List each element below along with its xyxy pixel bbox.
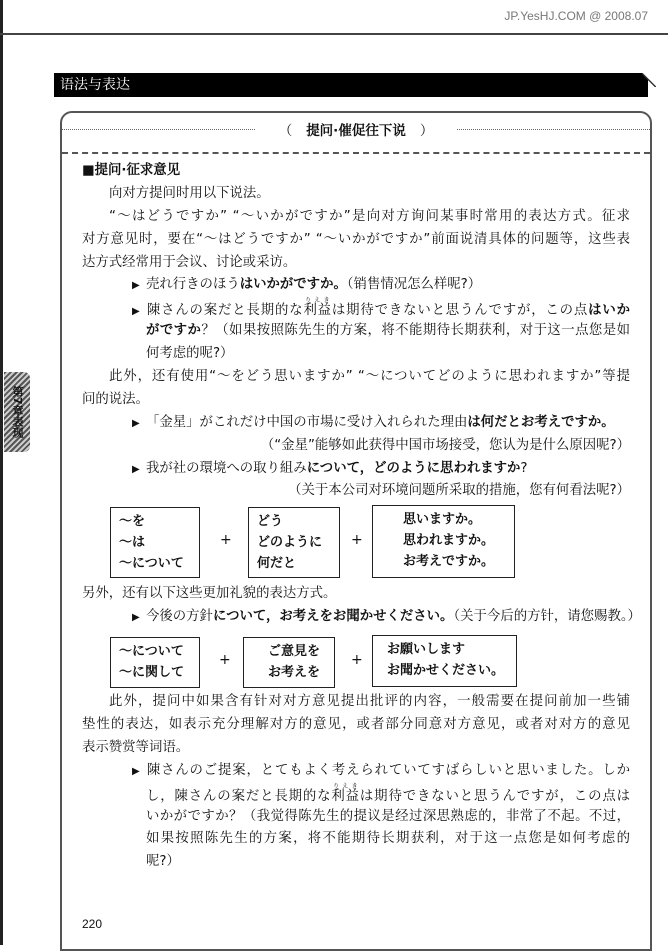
banner-fold-corner xyxy=(642,73,656,87)
box-title-row xyxy=(62,118,650,140)
pattern-cell: 思われますか。 xyxy=(403,533,495,548)
ruby-word: 利益りえき xyxy=(303,297,332,319)
text-segment: 对方意见时，要在“～はどうですか” “～いかがですか”前面说清具体的问题等，这些表 xyxy=(82,231,630,247)
text-segment: （关于今后的方针，请您赐教。） xyxy=(453,609,641,625)
title-divider xyxy=(62,152,650,154)
pattern-cell: 思いますか。 xyxy=(403,512,482,527)
box-title-text: 提问·催促往下说 xyxy=(306,123,406,139)
bold-expression: について，どのように思われますか xyxy=(306,460,521,476)
text-segment: ■提问·征求意见 xyxy=(82,163,181,178)
example-line xyxy=(82,297,630,320)
pattern1-box-verb xyxy=(372,505,515,578)
scan-edge xyxy=(0,0,3,945)
pattern-cell: お考えを xyxy=(268,665,321,680)
plus-sign: + xyxy=(219,652,231,668)
text-line xyxy=(82,783,630,806)
text-line xyxy=(82,737,630,760)
text-segment: （“金星”能够如此获得中国市场接受，您认为是什么原因呢?） xyxy=(260,437,630,453)
text-segment: ? xyxy=(520,460,528,476)
text-line xyxy=(82,851,630,874)
watermark: JP.YesHJ.COM @ 2008.07 xyxy=(504,9,648,23)
text-segment: （关于本公司对环境问题所采取的措施，您有何看法呢?） xyxy=(288,483,630,499)
text-line xyxy=(82,480,630,503)
text-segment: は期待できないと思うんですが，この点 xyxy=(331,303,589,319)
text-segment: “～はどうですか” “～いかがですか”是向对方询问某事时常用的表达方式。征求 xyxy=(109,208,630,224)
text-segment: 呢?） xyxy=(146,854,180,870)
pattern-cell: ～について xyxy=(119,644,184,659)
text-segment: 売れ行きのほう xyxy=(146,277,240,293)
text-line xyxy=(82,828,630,851)
text-line xyxy=(82,714,630,737)
text-segment: 问的说法。 xyxy=(82,391,149,407)
text-segment: 达方式经常用于会议、讨论或采访。 xyxy=(82,254,297,270)
text-line xyxy=(82,320,630,343)
text-segment: は期待できないと思うんですが，この点は xyxy=(359,788,631,804)
text-segment: 另外，还有以下这些更加礼貌的表达方式。 xyxy=(82,586,337,602)
example-line xyxy=(82,412,630,435)
bold-expression: について，お考えをお聞かせください。 xyxy=(212,609,454,625)
text-line xyxy=(82,206,630,229)
text-line xyxy=(82,389,630,412)
header-rule xyxy=(0,33,668,35)
pattern1-box-adverb xyxy=(248,507,340,578)
ruby-word: 利益りえき xyxy=(331,782,360,804)
pattern-cell: ～について xyxy=(119,556,184,571)
pattern-cell: ～に関して xyxy=(119,665,185,680)
text-segment: 今後の方針 xyxy=(146,609,213,625)
example-line xyxy=(82,274,630,297)
pattern2-box-particle xyxy=(110,637,200,688)
text-line xyxy=(82,343,630,366)
pattern-cell: お聞かせください。 xyxy=(387,663,505,678)
pattern-cell: ～を xyxy=(119,514,146,529)
text-segment: 垫性的表达，如表示充分理解对方的意见，或者部分同意对方意见，或者对对方的意见 xyxy=(82,717,630,733)
bullet-icon: ▶ xyxy=(132,463,140,475)
bullet-icon: ▶ xyxy=(132,765,140,777)
pattern2-box-verb xyxy=(372,635,517,687)
bold-expression: はいかがですか。 xyxy=(239,277,347,293)
text-segment: 向对方提问时用以下说法。 xyxy=(109,185,270,201)
pattern-cell: ご意見を xyxy=(268,644,321,659)
text-line xyxy=(82,252,630,275)
text-segment: いかがですか？（我觉得陈先生的提议是经过深思熟虑的，非常了不起。不过， xyxy=(146,808,630,824)
text-segment: 我が社の環境への取り組み xyxy=(146,460,307,476)
pattern-cell: お考えですか。 xyxy=(403,554,495,569)
text-line xyxy=(82,583,630,606)
pattern1-box-particle xyxy=(110,507,200,578)
text-segment: ？（如果按照陈先生的方案，将不能期待长期获利，对于这一点您是如 xyxy=(201,323,631,339)
pattern-cell: お願いします xyxy=(387,642,466,657)
text-line xyxy=(82,229,630,252)
pattern-cell: 何だと xyxy=(257,556,297,571)
text-line xyxy=(82,183,630,206)
chapter-side-tab: 第7章表现 xyxy=(4,372,30,452)
bullet-icon: ▶ xyxy=(132,612,140,624)
plus-sign: + xyxy=(351,652,363,668)
pattern-cell: どのように xyxy=(257,535,323,550)
text-segment: 表示赞赏等词语。 xyxy=(82,739,190,755)
title-paren-open: （ xyxy=(278,123,293,139)
plus-sign: + xyxy=(220,532,232,548)
text-segment: （销售情况怎么样呢?） xyxy=(346,277,482,293)
text-segment: 此外，还有使用“～をどう思いますか” “～についてどのように思われますか”等提 xyxy=(109,369,630,385)
bullet-icon: ▶ xyxy=(132,306,140,318)
example-line xyxy=(82,458,630,481)
bold-expression: はいか xyxy=(588,303,631,319)
bullet-icon: ▶ xyxy=(132,280,140,292)
text-line xyxy=(82,691,630,714)
bold-expression: は何だとお考えですか。 xyxy=(467,414,615,430)
text-segment: 何考虑的呢?） xyxy=(146,346,234,362)
bold-expression: がですか xyxy=(146,323,202,339)
section-banner: 语法与表达 xyxy=(54,73,648,97)
pattern-cell: どう xyxy=(257,514,284,529)
pattern-cell: ～は xyxy=(119,535,146,550)
text-segment: 如果按照陈先生的方案，将不能期待长期获利，对于这一点您是如何考虑的 xyxy=(146,831,630,847)
example-line xyxy=(82,760,630,783)
text-line xyxy=(82,806,630,829)
pattern2-box-object xyxy=(243,637,335,688)
title-dots-right xyxy=(457,129,650,130)
text-line xyxy=(82,435,630,458)
text-segment: 此外，提问中如果含有针对对方意见提出批评的内容，一般需要在提问前加一些铺 xyxy=(109,694,630,710)
text-segment: 陳さんのご提案，とてもよく考えられていてすばらしいと思いました。しか xyxy=(146,762,630,778)
text-segment: し，陳さんの案だと長期的な xyxy=(146,788,332,804)
title-paren-close: ） xyxy=(419,123,434,139)
text-segment: 「金星」がこれだけ中国の市場に受け入れられた理由 xyxy=(146,414,468,430)
text-line xyxy=(82,366,630,389)
example-line xyxy=(82,606,641,629)
title-dots-left xyxy=(62,129,255,130)
box-title xyxy=(255,119,458,139)
page-number: 220 xyxy=(82,917,103,931)
bullet-icon: ▶ xyxy=(132,417,140,429)
text-line xyxy=(82,160,630,183)
plus-sign: + xyxy=(351,532,363,548)
text-segment: 陳さんの案だと長期的な xyxy=(146,303,304,319)
